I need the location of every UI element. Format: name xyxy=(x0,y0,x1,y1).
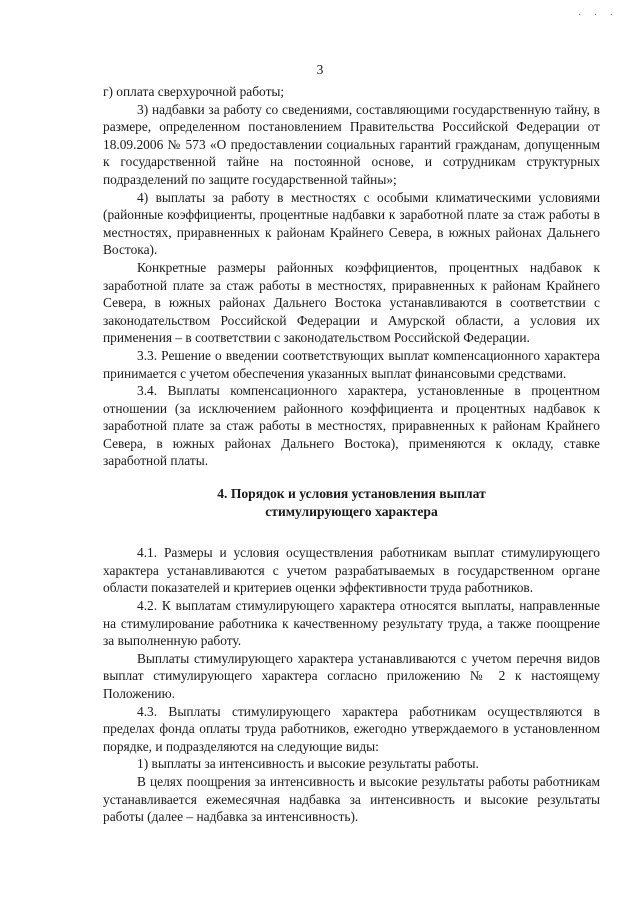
paragraph-intensity-item: 1) выплаты за интенсивность и высокие результаты работы. xyxy=(137,756,479,772)
paragraph-state-secret: 3) надбавки за работу со сведениями, составляющими государственную тайну, в размере, определенном постановлением Правительства Российской Федерации от 18.09.2006 № 573 «О предоставлении социальных гарантий гражданам, допущенным к государственной тайне на постоянной основе, и сотрудникам структурных подразделений по защите государственной тайны»; xyxy=(103,101,600,187)
paragraph-regional-coefficients: Конкретные размеры районных коэффициентов, процентных надбавок к заработной плате за стаж работы в местностях, приравненных к районам Крайнего Севера, в южных районах Дальнего Востока устанавливаются в соответствии с законодательством Российской Федерации и Амурской области, а условия их применения – в соответствии с законодательством Российской Федерации. xyxy=(103,259,600,346)
paragraph-overtime: г) оплата сверхурочной работы; xyxy=(103,84,285,99)
section-heading xyxy=(103,485,600,520)
paragraph-3-4: 3.4. Выплаты компенсационного характера, установленные в процентном отношении (за исключением районного коэффициента и процентных надбавок к заработной плате за стаж работы в местностях, приравненных к районам Крайнего Севера, в южных районах Дальнего Востока), применяются к окладу, ставке заработной платы. xyxy=(103,383,600,469)
paragraph-4-2: 4.2. К выплатам стимулирующего характера относятся выплаты, направленные на стимулирование работника к качественному результату труда, а также поощрение за выполненную работу. xyxy=(103,598,600,649)
paragraph-4-1: 4.1. Размеры и условия осуществления работникам выплат стимулирующего характера устанавливаются с учетом разрабатываемых в государственном органе области показателей и критериев оценки эффективности труда работников. xyxy=(103,545,600,596)
paragraph-climate: 4) выплаты за работу в местностях с особыми климатическими условиями (районные коэффициенты, процентные надбавки к заработной плате за стаж работы в местностях, приравненных к районам Крайнего Севера, в южных районах Дальнего Востока). xyxy=(103,189,600,258)
scan-specks: · · · xyxy=(578,10,618,21)
paragraph-intensity-bonus: В целях поощрения за интенсивность и высокие результаты работы работникам устанавливается ежемесячная надбавка за интенсивность и высокие результаты работы (далее – надбавка за интенсивность). xyxy=(103,773,600,825)
section-heading-line2: стимулирующего характера xyxy=(265,503,438,519)
document-body xyxy=(103,83,600,826)
page-number: 3 xyxy=(316,62,324,77)
paragraph-4-3: 4.3. Выплаты стимулирующего характера работникам осуществляются в пределах фонда оплаты труда работников, ежегодно утверждаемого в установленном порядке, и подразделяются на следующие виды: xyxy=(103,703,600,754)
section-heading-line1: 4. Порядок и условия установления выплат xyxy=(217,486,486,502)
paragraph-3-3: 3.3. Решение о введении соответствующих выплат компенсационного характера принимается с учетом обеспечения указанных выплат финансовыми средствами. xyxy=(103,347,600,381)
paragraph-appendix-reference: Выплаты стимулирующего характера устанавливаются с учетом перечня видов выплат стимулирующего характера согласно приложению № 2 к настоящему Положению. xyxy=(103,650,600,701)
